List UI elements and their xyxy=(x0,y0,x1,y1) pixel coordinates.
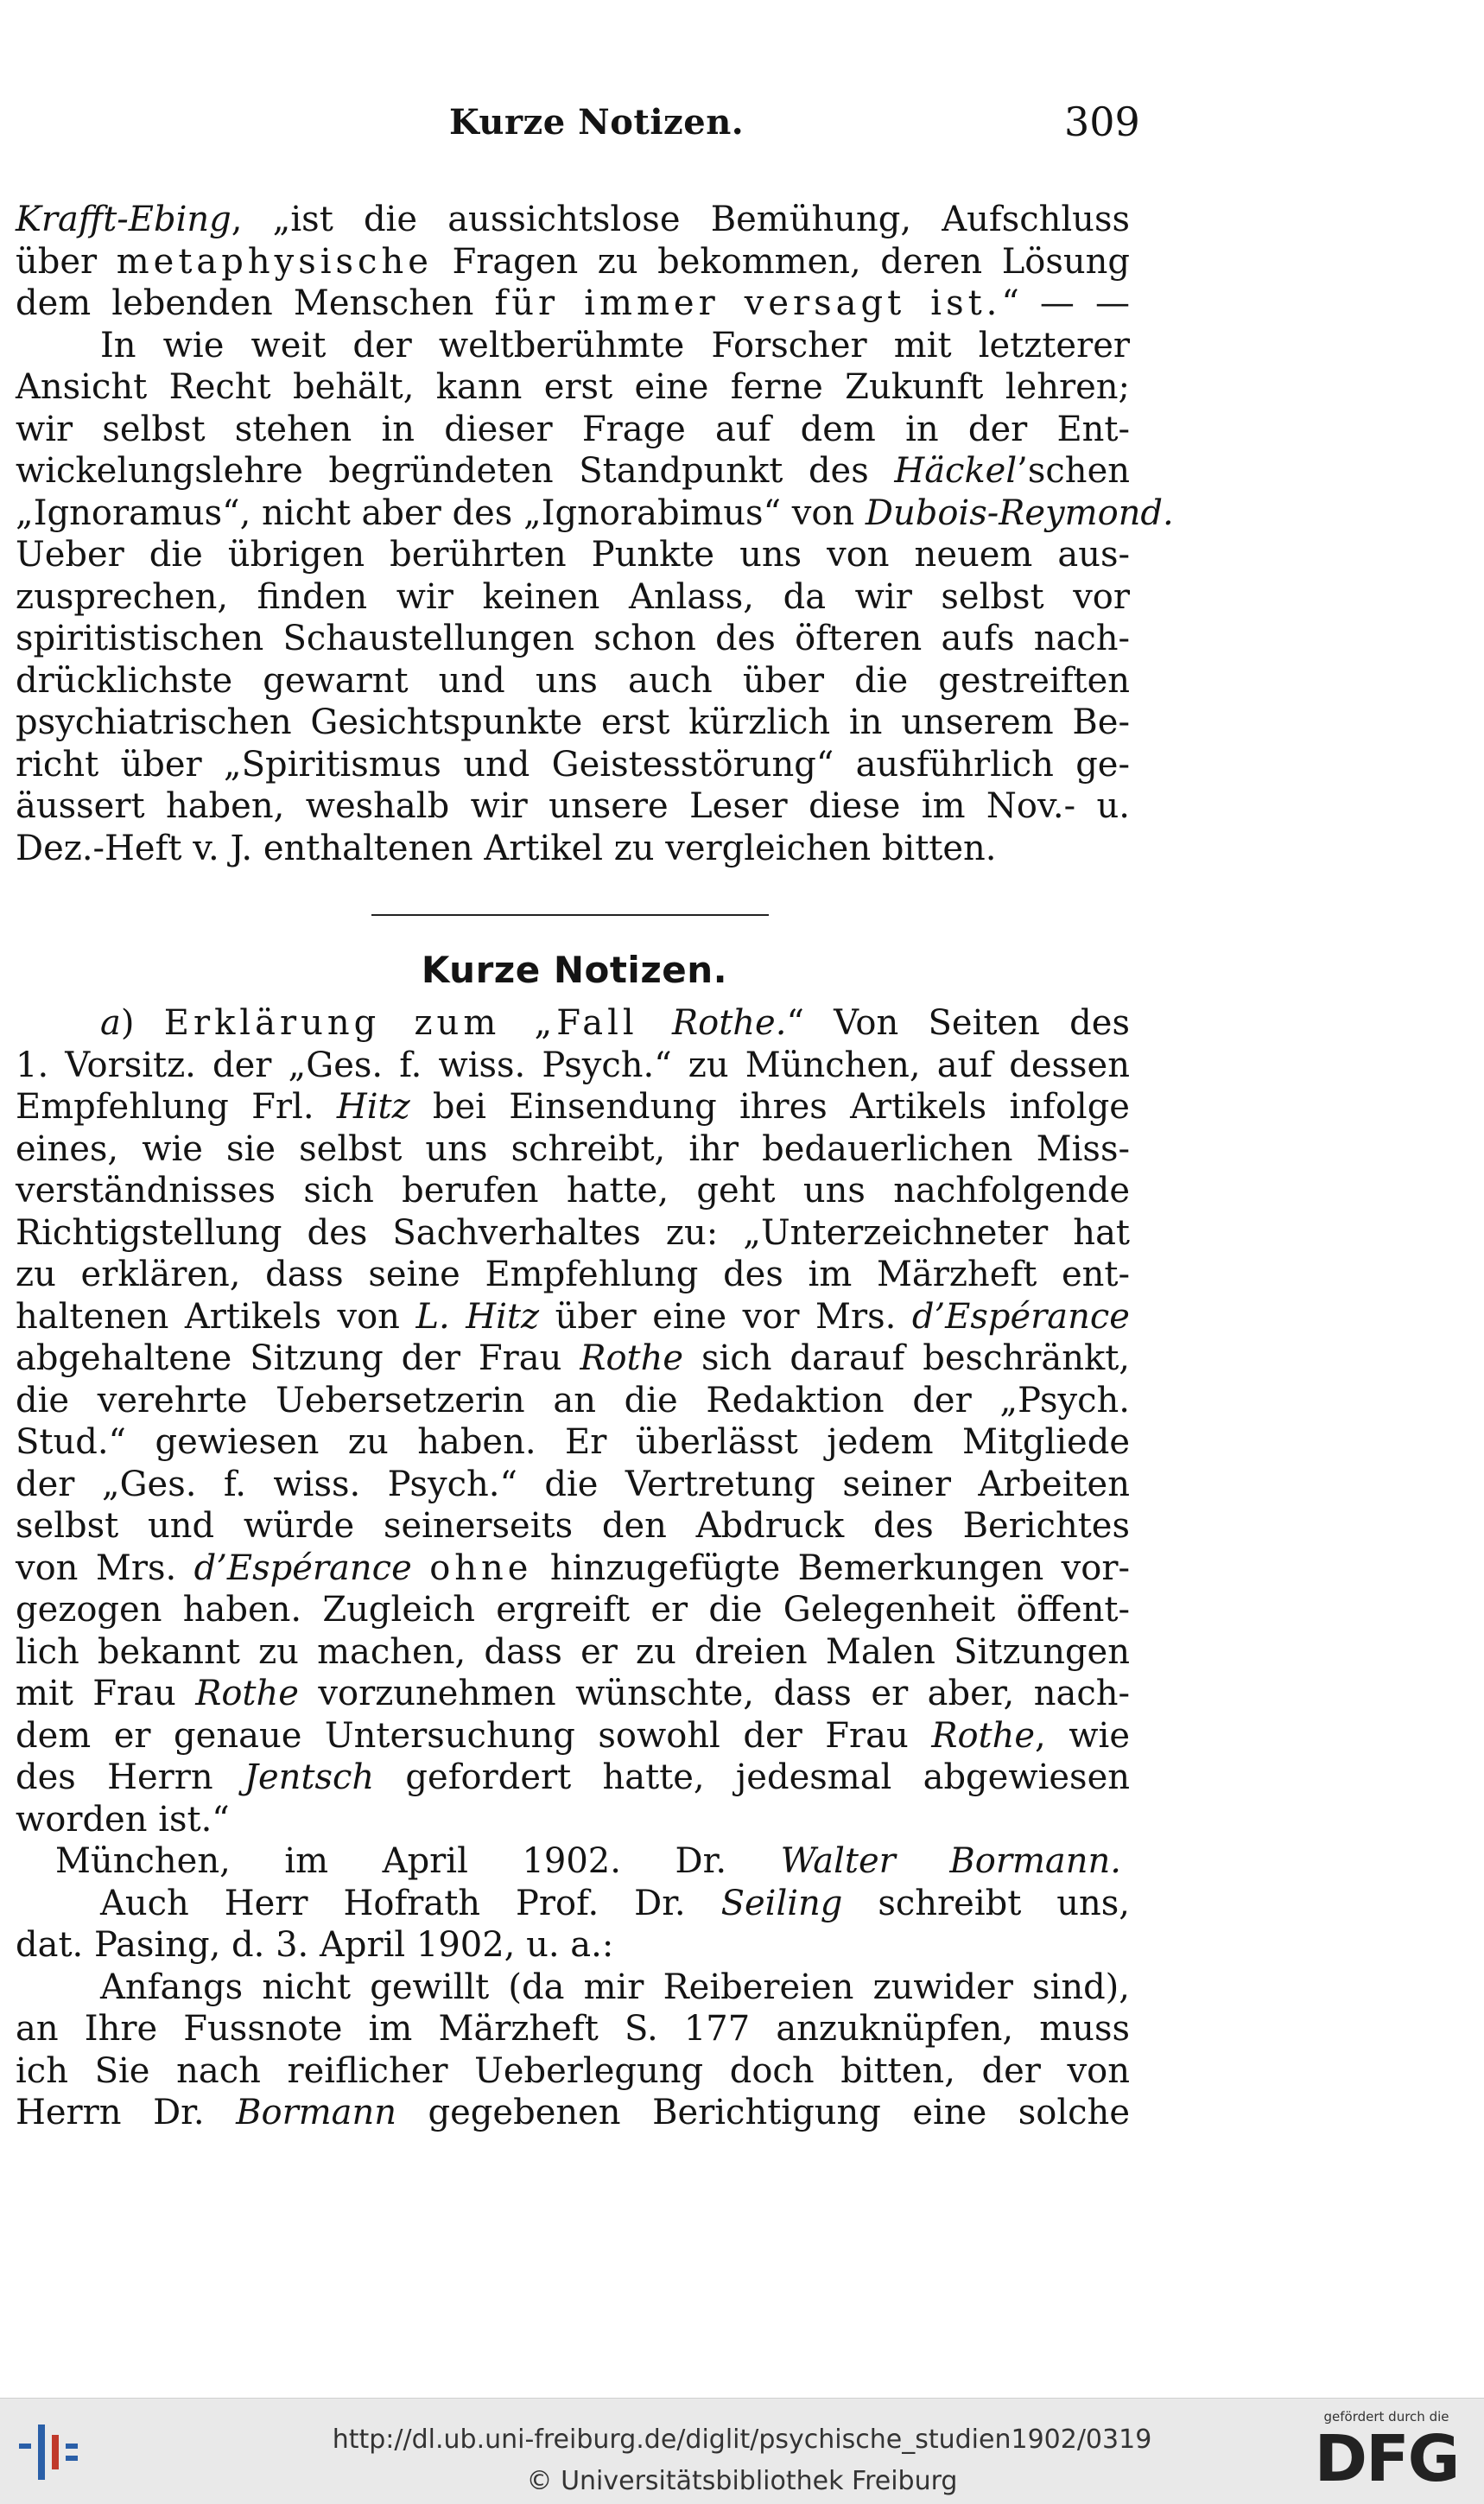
text-line xyxy=(16,2050,1130,2093)
text-segment: Bormann xyxy=(236,2093,397,2132)
text-segment: dem lebenden Menschen xyxy=(16,283,495,323)
text-segment: die verehrte Uebersetzerin an die Redaktion der „Psych. xyxy=(16,1380,1130,1420)
text-segment: Rothe xyxy=(580,1338,684,1378)
text-segment: “ Von Seiten des xyxy=(786,1003,1130,1043)
page-number: 309 xyxy=(1064,99,1140,145)
text-segment xyxy=(412,1548,429,1588)
text-segment: gefordert hatte, jedesmal abgewiesen xyxy=(374,1757,1131,1797)
text-segment: , „ist die aussichtslose Bemühung, Aufschluss xyxy=(231,200,1130,239)
text-line xyxy=(16,828,1130,870)
text-line xyxy=(16,1296,1130,1338)
text-block-continuation xyxy=(16,199,1174,869)
text-line xyxy=(16,2008,1130,2050)
text-segment: hinzugefügte Bemerkungen vor- xyxy=(532,1548,1130,1588)
text-segment: des Herrn xyxy=(16,1757,244,1797)
text-line xyxy=(16,1212,1130,1255)
text-segment: Rothe. xyxy=(672,1003,787,1043)
text-line xyxy=(16,1631,1130,1674)
text-line xyxy=(16,199,1130,241)
text-segment: dat. Pasing, d. 3. April 1902, u. a.: xyxy=(16,1925,614,1965)
text-segment: metaphysische xyxy=(116,241,433,282)
text-segment: Seiling xyxy=(720,1883,843,1923)
text-segment: Empfehlung Frl. xyxy=(16,1087,337,1127)
text-line xyxy=(16,1380,1130,1422)
text-segment: zu erklären, dass seine Empfehlung des im Märzheft ent- xyxy=(16,1255,1130,1294)
text-line xyxy=(16,702,1130,744)
text-line xyxy=(16,785,1130,828)
text-line xyxy=(16,618,1130,660)
text-segment: spiritistischen Schaustellungen schon des öfteren aufs nach- xyxy=(16,619,1130,658)
text-segment: Fragen zu bekommen, deren Lösung xyxy=(432,241,1130,282)
text-line xyxy=(16,1170,1130,1212)
text-line xyxy=(16,1840,1130,1883)
text-line xyxy=(16,2092,1130,2134)
text-segment: für immer versagt ist. xyxy=(494,283,1002,323)
text-line xyxy=(16,241,1130,283)
text-line xyxy=(16,1421,1130,1464)
text-line xyxy=(16,1799,1130,1841)
text-segment: ohne xyxy=(429,1548,533,1588)
text-segment: In wie weit der weltberühmte Forscher mit letzterer xyxy=(100,325,1130,365)
text-segment: Richtigstellung des Sachverhaltes zu: „Unterzeichneter hat xyxy=(16,1212,1130,1253)
text-segment: Ansicht Recht behält, kann erst eine ferne Zukunft lehren; xyxy=(16,367,1130,407)
text-line xyxy=(16,1589,1130,1631)
text-line xyxy=(16,1673,1130,1715)
text-segment: bei Einsendung ihres Artikels infolge xyxy=(409,1087,1130,1127)
text-segment: ich Sie nach reiflicher Ueberlegung doch bitten, der von xyxy=(16,2050,1130,2091)
dfg-funding-text: gefördert durch die xyxy=(1323,2409,1449,2425)
text-segment: vorzunehmen wünschte, dass er aber, nach- xyxy=(298,1674,1130,1713)
text-line xyxy=(16,1338,1130,1380)
dfg-logo xyxy=(1304,2409,1468,2495)
text-line xyxy=(16,1924,1130,1967)
text-segment: wickelungslehre begründeten Standpunkt des xyxy=(16,451,895,491)
text-segment: ) xyxy=(120,1003,164,1043)
text-line xyxy=(16,1715,1130,1757)
text-segment: an Ihre Fussnote im Märzheft S. 177 anzuknüpfen, muss xyxy=(16,2009,1130,2049)
text-line xyxy=(16,1883,1130,1925)
text-segment: d’Espérance xyxy=(193,1548,412,1588)
text-line xyxy=(16,1002,1130,1045)
text-segment: Krafft-Ebing xyxy=(16,200,231,239)
dfg-logo-text: DFG xyxy=(1314,2422,1459,2496)
text-line xyxy=(16,1128,1130,1171)
text-segment: verständnisses sich berufen hatte, geht uns nachfolgende xyxy=(16,1171,1130,1211)
text-segment: Stud.“ gewiesen zu haben. Er überlässt jedem Mitgliede xyxy=(16,1422,1130,1462)
running-head xyxy=(0,99,1484,154)
section-heading: Kurze Notizen. xyxy=(421,949,728,991)
text-line xyxy=(16,1254,1130,1296)
text-line xyxy=(16,1045,1130,1087)
text-segment: a xyxy=(100,1003,121,1043)
text-segment: zusprechen, finden wir keinen Anlass, da wir selbst vor xyxy=(16,576,1130,617)
text-segment: Herrn Dr. xyxy=(16,2093,237,2132)
text-segment: über xyxy=(16,241,117,282)
library-footer-bar xyxy=(0,2398,1484,2504)
text-segment: Hitz xyxy=(336,1087,410,1127)
text-line xyxy=(16,1086,1130,1128)
text-line xyxy=(16,576,1130,619)
text-segment: dem er genaue Untersuchung sowohl der Frau xyxy=(16,1715,932,1756)
text-segment: gegebenen Berichtigung eine solche xyxy=(396,2093,1130,2132)
text-segment: Häckel xyxy=(894,451,1018,491)
text-line xyxy=(16,744,1130,786)
text-segment: psychiatrischen Gesichtspunkte erst kürzlich in unserem Be- xyxy=(16,702,1130,742)
text-segment: richt über „Spiritismus und Geistesstörung“ ausführlich ge- xyxy=(16,744,1130,785)
copyright-notice: © Universitätsbibliothek Freiburg xyxy=(526,2466,958,2496)
section-divider-rule xyxy=(371,914,769,916)
text-segment: ’schen xyxy=(1017,451,1130,491)
text-segment: Anfangs nicht gewillt (da mir Reibereien zuwider sind), xyxy=(100,1967,1130,2007)
text-segment: Erklärung zum „Fall xyxy=(163,1003,673,1043)
text-segment: haltenen Artikels von xyxy=(16,1296,416,1337)
text-segment: Dez.-Heft v. J. enthaltenen Artikel zu vergleichen bitten. xyxy=(16,828,997,868)
text-segment: worden ist.“ xyxy=(16,1799,230,1840)
text-segment: lich bekannt zu machen, dass er zu dreien Malen Sitzungen xyxy=(16,1631,1130,1672)
text-line xyxy=(16,1505,1130,1548)
text-segment: über eine vor Mrs. xyxy=(539,1296,912,1337)
text-segment: “ — — xyxy=(1001,283,1130,323)
text-segment: 1. Vorsitz. der „Ges. f. wiss. Psych.“ zu München, auf dessen xyxy=(16,1045,1130,1085)
text-segment: der „Ges. f. wiss. Psych.“ die Vertretung seiner Arbeiten xyxy=(16,1464,1130,1504)
text-segment: Rothe xyxy=(931,1715,1036,1756)
text-segment: L. Hitz xyxy=(415,1296,540,1337)
text-segment: „Ignoramus“, nicht aber des „Ignorabimus“ von xyxy=(16,493,866,533)
text-segment: gezogen haben. Zugleich ergreift er die Gelegenheit öffent- xyxy=(16,1590,1130,1630)
text-segment: mit Frau xyxy=(16,1674,196,1713)
text-segment: eines, wie sie selbst uns schreibt, ihr bedauerlichen Miss- xyxy=(16,1128,1130,1169)
text-line xyxy=(16,366,1130,409)
text-line xyxy=(16,283,1130,325)
text-line xyxy=(16,1967,1130,2009)
running-title: Kurze Notizen. xyxy=(449,102,745,143)
text-segment: Dubois-Reymond. xyxy=(865,493,1174,533)
text-segment: Auch Herr Hofrath Prof. Dr. xyxy=(100,1883,721,1923)
text-line xyxy=(16,493,1174,535)
text-segment: drücklichste gewarnt und uns auch über die gestreiften xyxy=(16,660,1130,701)
text-line xyxy=(16,325,1130,367)
text-line xyxy=(16,1548,1130,1590)
text-segment: Walter Bormann. xyxy=(780,1841,1121,1881)
text-segment: Ueber die übrigen berührten Punkte uns von neuem aus- xyxy=(16,535,1130,575)
text-segment: wir selbst stehen in dieser Frage auf dem in der Ent- xyxy=(16,409,1130,449)
text-line xyxy=(16,1757,1130,1799)
text-segment: d’Espérance xyxy=(911,1296,1130,1337)
text-block-notes xyxy=(16,1002,1130,2134)
text-segment: sich darauf beschränkt, xyxy=(683,1338,1131,1378)
text-segment: Jentsch xyxy=(244,1757,375,1797)
text-segment: abgehaltene Sitzung der Frau xyxy=(16,1338,580,1378)
text-segment: München, im April 1902. Dr. xyxy=(55,1841,781,1881)
text-line xyxy=(16,409,1130,451)
text-line xyxy=(16,450,1130,493)
text-segment: , wie xyxy=(1035,1715,1130,1756)
text-segment: schreibt uns, xyxy=(842,1883,1130,1923)
text-segment: Rothe xyxy=(195,1674,299,1713)
permalink-url[interactable]: http://dl.ub.uni-freiburg.de/diglit/psychische_studien1902/0319 xyxy=(332,2425,1152,2455)
text-line xyxy=(16,534,1130,576)
text-segment: äussert haben, weshalb wir unsere Leser diese im Nov.- u. xyxy=(16,786,1130,826)
text-segment: von Mrs. xyxy=(16,1548,194,1588)
text-segment: selbst und würde seinerseits den Abdruck des Berichtes xyxy=(16,1506,1130,1546)
text-line xyxy=(16,1464,1130,1506)
text-line xyxy=(16,660,1130,702)
